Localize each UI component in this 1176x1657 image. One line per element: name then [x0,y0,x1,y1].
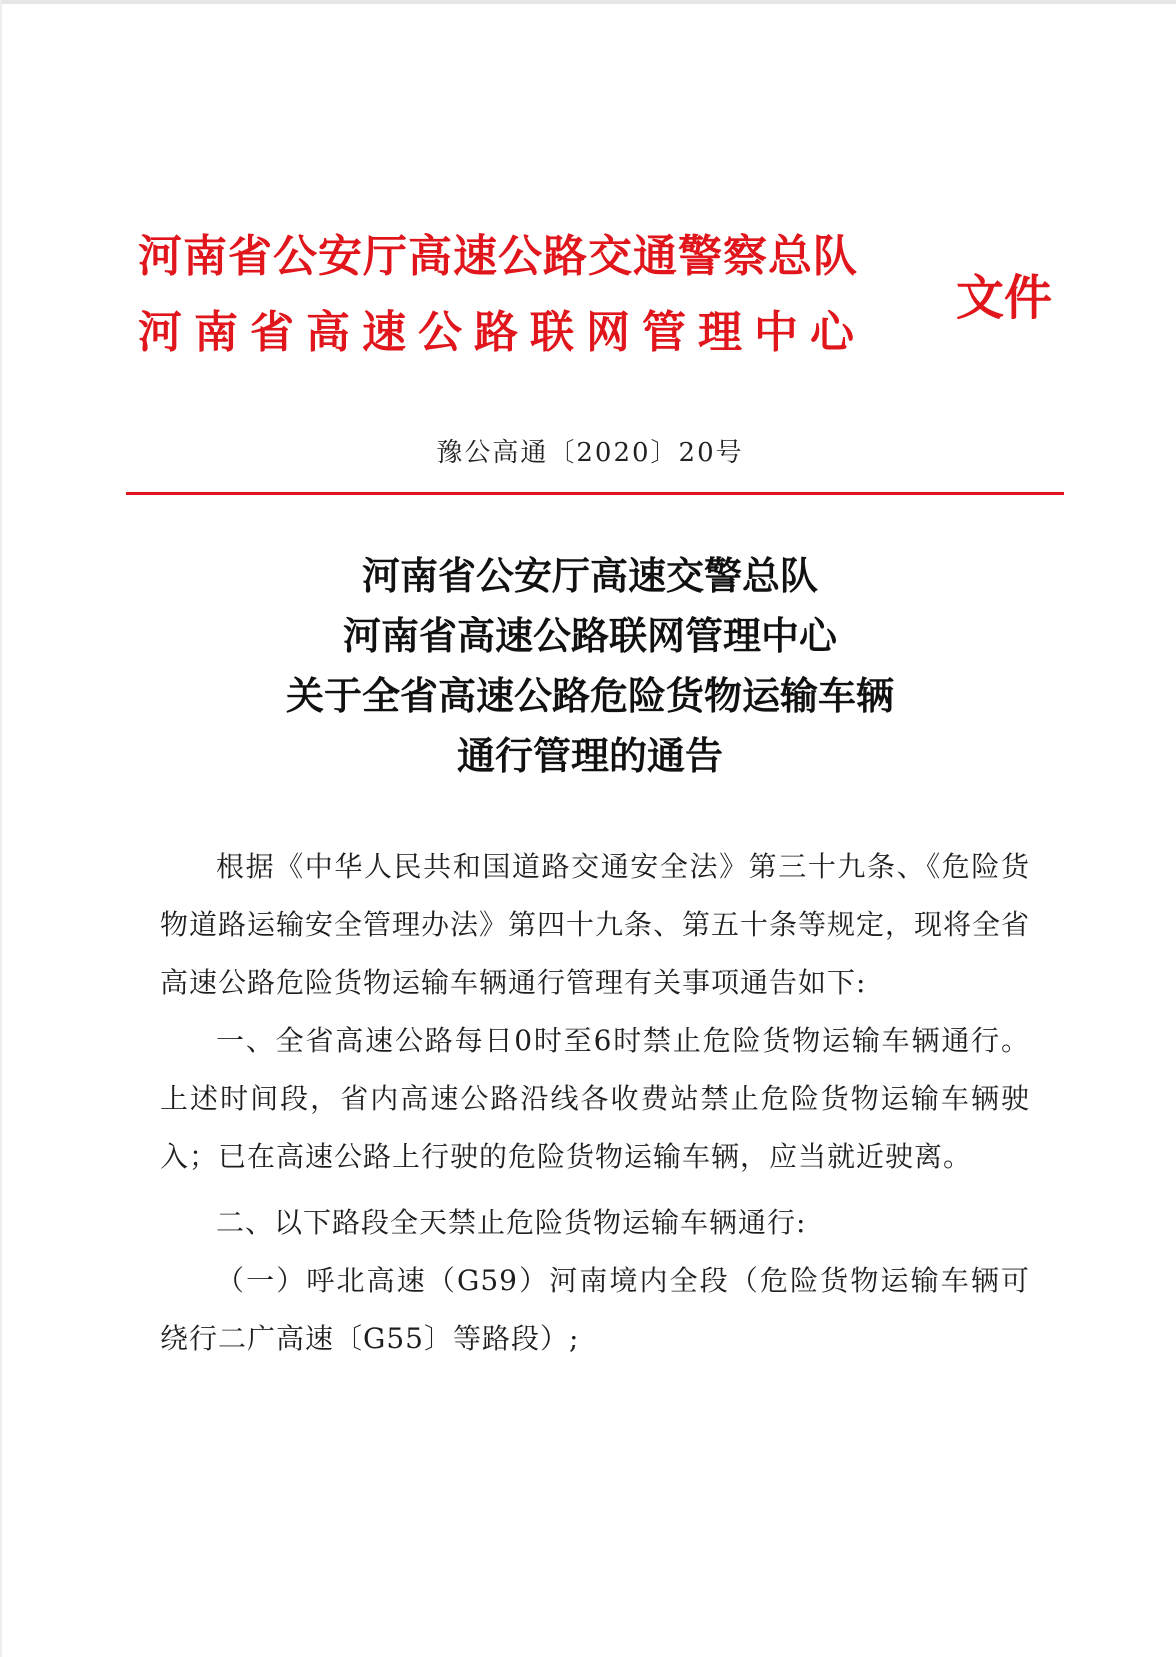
masthead-issuer-2: 河南省高速公路联网管理中心 [138,307,866,358]
item-2-1-paragraph: （一）呼北高速（G59）河南境内全段（危险货物运输车辆可绕行二广高速〔G55〕等路段）; [160,1264,1030,1355]
masthead-issuer-1: 河南省公安厅高速公路交通警察总队 [138,231,858,282]
intro-paragraph: 根据《中华人民共和国道路交通安全法》第三十九条、《危险货物道路运输安全管理办法》第四十九条、第五十条等规定，现将全省高速公路危险货物运输车辆通行管理有关事项通告如下: [160,850,1031,999]
title-line-1: 河南省公安厅高速交警总队 [361,553,818,598]
title-line-3: 关于全省高速公路危险货物运输车辆 [285,673,894,718]
masthead-doc-type: 文件 [956,270,1053,326]
item-1-paragraph: 一、全省高速公路每日0时至6时禁止危险货物运输车辆通行。上述时间段，省内高速公路沿线各收费站禁止危险货物运输车辆驶入；已在高速公路上行驶的危险货物运输车辆，应当就近驶离。 [160,1024,1030,1173]
title-line-2: 河南省高速公路联网管理中心 [342,613,837,658]
document-title [2,546,1176,786]
page-top-edge [2,0,1176,4]
red-separator-line [126,492,1064,495]
document-number: 豫公高通〔2020〕20号 [436,438,744,468]
red-masthead [138,222,1058,362]
item-2-paragraph: 二、以下路段全天禁止危险货物运输车辆通行: [216,1206,807,1239]
document-body [160,838,1030,1368]
title-line-4: 通行管理的通告 [456,733,723,778]
